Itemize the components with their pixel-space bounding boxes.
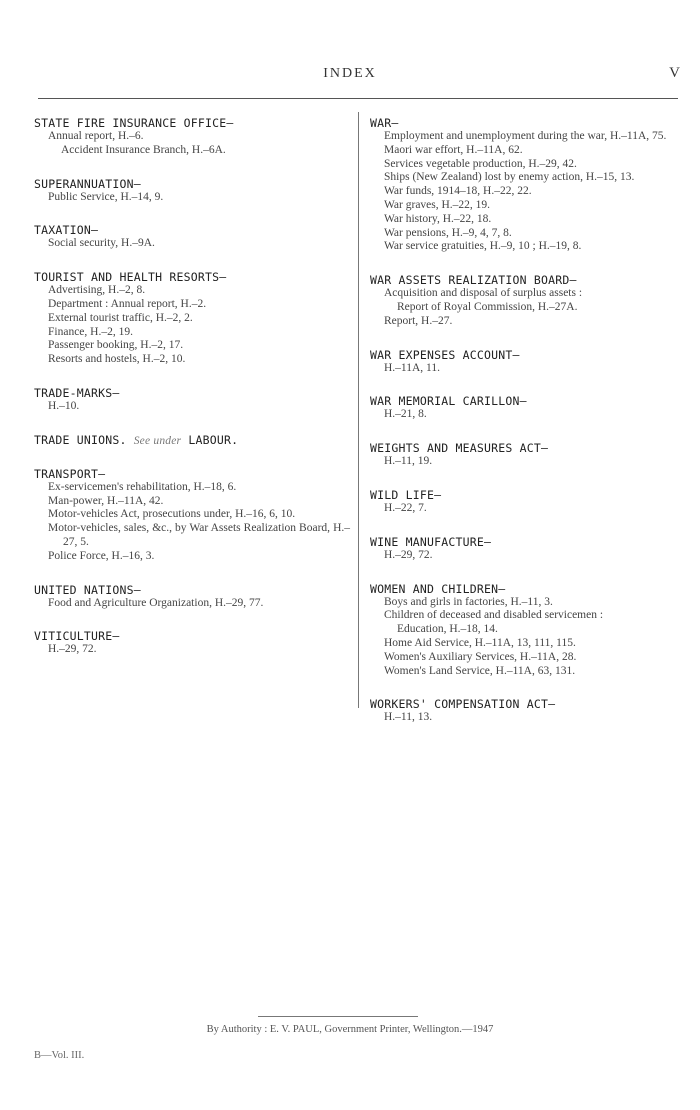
index-subentry: Employment and unemployment during the war, H.–11A, 75. (384, 130, 667, 142)
index-entry (370, 394, 680, 422)
index-subentry: H.–11, 13. (384, 711, 433, 724)
index-entry (370, 697, 680, 725)
index-subentry: Passenger booking, H.–2, 17. (48, 339, 184, 352)
index-heading (34, 386, 350, 400)
index-entry (34, 270, 350, 367)
index-heading (34, 583, 350, 597)
index-heading-text: TOURIST AND HEALTH RESORTS— (34, 270, 227, 285)
index-heading-text: TAXATION— (34, 223, 99, 238)
index-subentry: External tourist traffic, H.–2, 2. (48, 311, 193, 324)
index-entry (370, 116, 680, 254)
index-heading-text: WOMEN AND CHILDREN— (370, 581, 506, 596)
index-subentry: War pensions, H.–9, 4, 7, 8. (384, 226, 512, 239)
index-subentry: Finance, H.–2, 19. (48, 325, 133, 338)
index-heading-text: WEIGHTS AND MEASURES ACT— (370, 441, 549, 456)
index-subentry: Children of deceased and disabled servicemen : (384, 609, 604, 622)
index-heading (370, 582, 680, 596)
page-number: V (669, 65, 680, 81)
index-subentry: Accident Insurance Branch, H.–6A. (61, 143, 226, 156)
index-entry (34, 223, 350, 251)
index-subentry: Report of Royal Commission, H.–27A. (397, 300, 578, 313)
index-entry (370, 441, 680, 469)
index-subentry: Police Force, H.–16, 3. (48, 549, 155, 562)
index-entry (370, 582, 680, 679)
page-title: INDEX (323, 66, 377, 81)
index-subentry: Man-power, H.–11A, 42. (48, 494, 164, 507)
index-heading-text: TRANSPORT— (34, 466, 106, 481)
index-subentry: Ex-servicemen's rehabilitation, H.–18, 6. (48, 480, 237, 493)
index-entry (34, 177, 350, 205)
index-entry (370, 348, 680, 376)
index-subentry: H.–29, 72. (384, 548, 433, 561)
index-subentry: H.–11A, 11. (384, 361, 441, 374)
index-subentry: Acquisition and disposal of surplus assets : (384, 287, 583, 300)
index-subentry: War funds, 1914–18, H.–22, 22. (384, 185, 532, 198)
index-heading (34, 223, 350, 237)
index-heading (370, 116, 680, 130)
index-subentry: War graves, H.–22, 19. (384, 198, 491, 211)
index-entry (370, 273, 680, 328)
index-heading (370, 348, 680, 362)
header-divider (38, 98, 678, 99)
index-heading-text: TRADE UNIONS. (34, 432, 127, 447)
index-entry (370, 488, 680, 516)
index-entry (34, 583, 350, 611)
index-subentry: Report, H.–27. (384, 314, 453, 327)
index-subentry: Home Aid Service, H.–11A, 13, 111, 115. (384, 636, 576, 649)
printer-authority: By Authority : E. V. PAUL, Government Printer, Wellington.—1947 (206, 1024, 494, 1035)
index-entry (34, 629, 350, 657)
index-subentry: Motor-vehicles, sales, &c., by War Assets Realization Board, H.–27, 5. (48, 522, 350, 548)
index-subentry: Ships (New Zealand) lost by enemy action, H.–15, 13. (384, 171, 635, 184)
index-heading-text: UNITED NATIONS— (34, 582, 141, 597)
index-subentry: Services vegetable production, H.–29, 42. (384, 157, 577, 170)
index-subentry: Boys and girls in factories, H.–11, 3. (384, 595, 553, 608)
index-subentry: Motor-vehicles Act, prosecutions under, H.–16, 6, 10. (48, 508, 296, 521)
index-subentry: Advertising, H.–2, 8. (48, 284, 146, 297)
index-subentry: Women's Land Service, H.–11A, 63, 131. (384, 664, 576, 677)
index-heading-text: WINE MANUFACTURE— (370, 534, 492, 549)
index-heading (370, 488, 680, 502)
index-heading (370, 441, 680, 455)
index-heading-text: TRADE-MARKS— (34, 385, 120, 400)
right-index-column (370, 116, 680, 744)
index-heading (34, 433, 350, 448)
index-heading-text: WAR— (370, 116, 399, 130)
index-subentry: H.–21, 8. (384, 408, 427, 421)
index-heading (370, 697, 680, 711)
index-subentry: Public Service, H.–14, 9. (48, 190, 164, 203)
see-reference: See under (133, 434, 182, 447)
column-divider (358, 112, 359, 708)
index-heading-text: SUPERANNUATION— (34, 176, 141, 191)
index-heading-text: WORKERS' COMPENSATION ACT— (370, 697, 556, 712)
index-heading (370, 394, 680, 408)
index-subentry: Resorts and hostels, H.–2, 10. (48, 353, 186, 366)
index-heading-text: WAR ASSETS REALIZATION BOARD— (370, 273, 577, 288)
index-subentry: H.–29, 72. (48, 643, 97, 656)
see-target: LABOUR. (188, 432, 239, 447)
index-subentry: Food and Agriculture Organization, H.–29, 77. (48, 596, 264, 609)
index-heading (370, 535, 680, 549)
index-entry (34, 386, 350, 414)
index-subentry: Annual report, H.–6. (48, 130, 144, 142)
index-subentry: War service gratuities, H.–9, 10 ; H.–19, 8. (384, 240, 582, 253)
index-subentry: H.–11, 19. (384, 455, 433, 468)
index-heading (370, 273, 680, 287)
index-heading (34, 629, 350, 643)
index-heading-text: WAR MEMORIAL CARILLON— (370, 394, 527, 409)
index-subentry: Women's Auxiliary Services, H.–11A, 28. (384, 650, 577, 663)
index-heading-text: VITICULTURE— (34, 629, 120, 644)
index-subentry: Maori war effort, H.–11A, 62. (384, 143, 523, 156)
index-entry (34, 467, 350, 564)
index-heading-text: STATE FIRE INSURANCE OFFICE— (34, 116, 234, 130)
index-subentry: Education, H.–18, 14. (397, 623, 498, 636)
index-heading (34, 270, 350, 284)
index-heading (34, 177, 350, 191)
index-subentry: Social security, H.–9A. (48, 237, 155, 250)
index-subentry: War history, H.–22, 18. (384, 212, 492, 225)
left-index-column (34, 116, 350, 676)
index-entry (34, 433, 350, 448)
footer-divider (258, 1016, 418, 1017)
index-heading-text: WAR EXPENSES ACCOUNT— (370, 347, 520, 362)
index-entry (370, 535, 680, 563)
index-subentry: Department : Annual report, H.–2. (48, 297, 207, 310)
index-entry (34, 116, 350, 158)
index-heading (34, 467, 350, 481)
index-subentry: H.–10. (48, 399, 80, 412)
index-heading-text: WILD LIFE— (370, 487, 442, 502)
index-heading (34, 116, 350, 130)
index-subentry: H.–22, 7. (384, 501, 427, 514)
volume-label: B—Vol. III. (34, 1050, 85, 1061)
